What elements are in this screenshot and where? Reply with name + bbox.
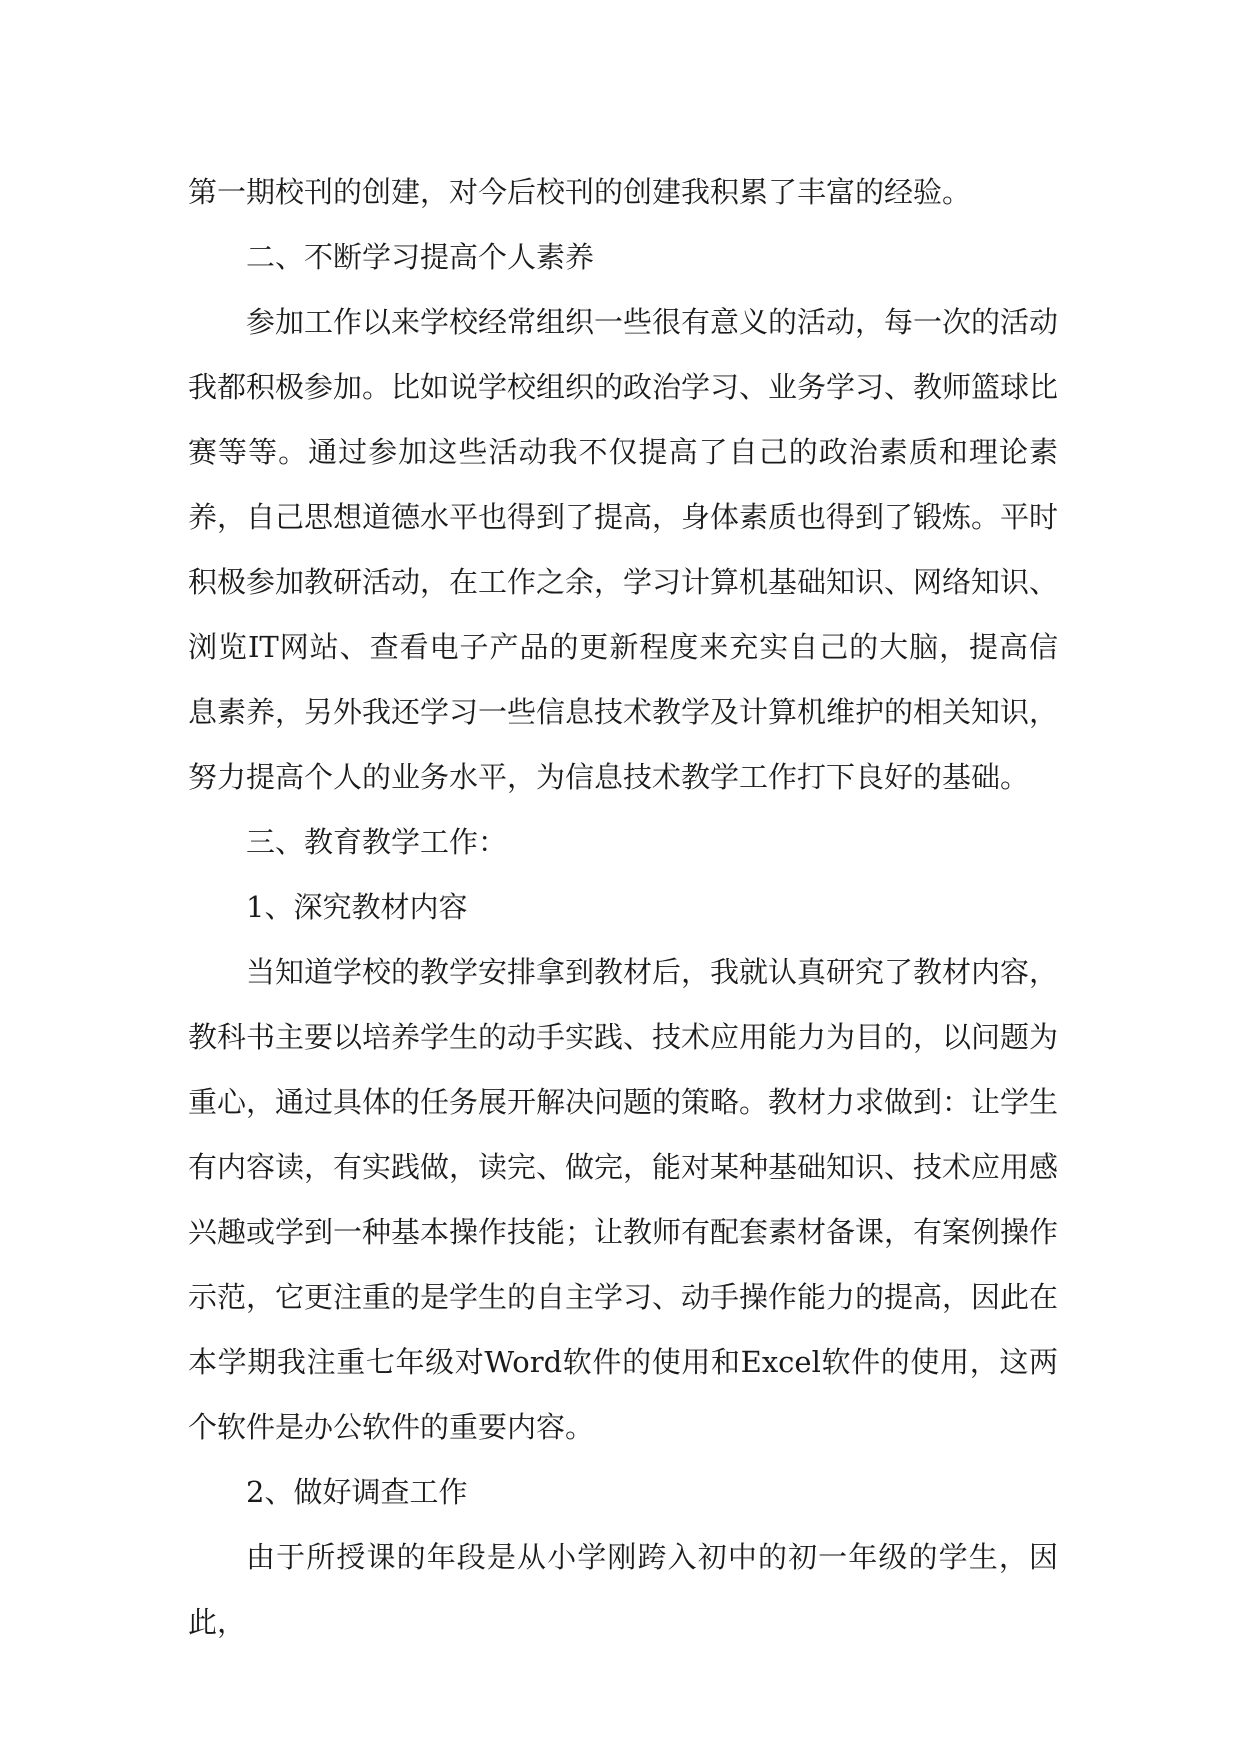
subheading-survey: 2、做好调查工作 xyxy=(246,1475,468,1509)
paragraph-continuation: 第一期校刊的创建，对今后校刊的创建我积累了丰富的经验。 xyxy=(188,175,972,209)
section-heading-study: 二、不断学习提高个人素养 xyxy=(246,240,595,274)
section-heading-teaching: 三、教育教学工作： xyxy=(246,825,508,859)
paragraph-survey: 由于所授课的年段是从小学刚跨入初中的初一年级的学生，因此， xyxy=(188,1540,1058,1639)
document-body xyxy=(188,160,1058,1655)
paragraph-textbook: 当知道学校的教学安排拿到教材后，我就认真研究了教材内容，教科书主要以培养学生的动手实践、技术应用能力为目的，以问题为重心，通过具体的任务展开解决问题的策略。教材力求做到：让学生有内容读，有实践做，读完、做完，能对某种基础知识、技术应用感兴趣或学到一种基本操作技能；让教师有配套素材备课，有案例操作示范，它更注重的是学生的自主学习、动手操作能力的提高，因此在本学期我注重七年级对Word软件的使用和Excel软件的使用，这两个软件是办公软件的重要内容。 xyxy=(188,955,1059,1444)
subheading-textbook: 1、深究教材内容 xyxy=(246,890,468,924)
paragraph-activities: 参加工作以来学校经常组织一些很有意义的活动，每一次的活动我都积极参加。比如说学校组织的政治学习、业务学习、教师篮球比赛等等。通过参加这些活动我不仅提高了自己的政治素质和理论素养，自己思想道德水平也得到了提高，身体素质也得到了锻炼。平时积极参加教研活动，在工作之余，学习计算机基础知识、网络知识、浏览IT网站、查看电子产品的更新程度来充实自己的大脑，提高信息素养，另外我还学习一些信息技术教学及计算机维护的相关知识，努力提高个人的业务水平，为信息技术教学工作打下良好的基础。 xyxy=(188,305,1059,794)
